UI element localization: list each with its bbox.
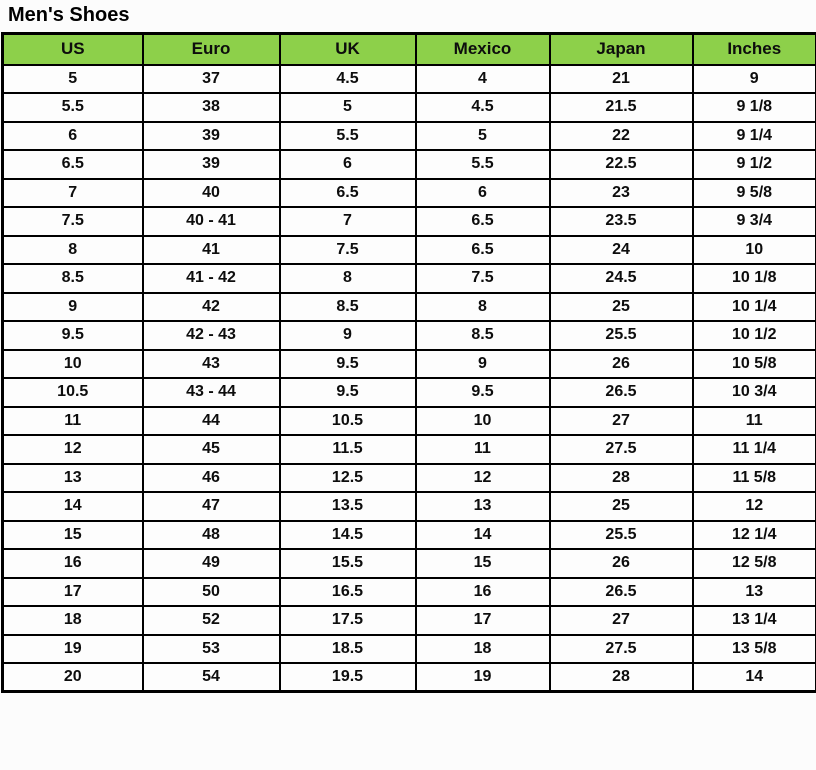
- table-row: [3, 65, 816, 94]
- size-cell: 7.5: [280, 236, 416, 265]
- size-cell: 9 5/8: [693, 179, 816, 208]
- table-row: [3, 378, 816, 407]
- size-cell: 15: [3, 521, 143, 550]
- size-cell: 8.5: [280, 293, 416, 322]
- size-cell: 26: [550, 549, 693, 578]
- size-cell: 13: [3, 464, 143, 493]
- size-cell: 40 - 41: [143, 207, 280, 236]
- size-cell: 24: [550, 236, 693, 265]
- size-cell: 39: [143, 150, 280, 179]
- size-cell: 18.5: [280, 635, 416, 664]
- size-cell: 26.5: [550, 378, 693, 407]
- size-cell: 16: [416, 578, 550, 607]
- size-cell: 52: [143, 606, 280, 635]
- size-cell: 42 - 43: [143, 321, 280, 350]
- size-cell: 9.5: [280, 350, 416, 379]
- size-cell: 24.5: [550, 264, 693, 293]
- size-cell: 9.5: [416, 378, 550, 407]
- size-cell: 41 - 42: [143, 264, 280, 293]
- size-cell: 14: [693, 663, 816, 692]
- size-cell: 21.5: [550, 93, 693, 122]
- size-cell: 16: [3, 549, 143, 578]
- size-cell: 11: [3, 407, 143, 436]
- size-cell: 25: [550, 293, 693, 322]
- size-cell: 7: [280, 207, 416, 236]
- size-cell: 14.5: [280, 521, 416, 550]
- size-cell: 50: [143, 578, 280, 607]
- size-cell: 12: [416, 464, 550, 493]
- size-cell: 16.5: [280, 578, 416, 607]
- size-cell: 13.5: [280, 492, 416, 521]
- size-cell: 5.5: [280, 122, 416, 151]
- size-cell: 9: [280, 321, 416, 350]
- table-row: [3, 521, 816, 550]
- table-row: [3, 464, 816, 493]
- size-cell: 28: [550, 464, 693, 493]
- table-row: [3, 549, 816, 578]
- size-cell: 6.5: [416, 207, 550, 236]
- size-cell: 13 1/4: [693, 606, 816, 635]
- size-cell: 43: [143, 350, 280, 379]
- size-cell: 10 1/4: [693, 293, 816, 322]
- size-cell: 17: [3, 578, 143, 607]
- size-cell: 7.5: [416, 264, 550, 293]
- size-cell: 9 3/4: [693, 207, 816, 236]
- size-cell: 42: [143, 293, 280, 322]
- size-cell: 25.5: [550, 321, 693, 350]
- size-cell: 12 1/4: [693, 521, 816, 550]
- size-cell: 49: [143, 549, 280, 578]
- size-cell: 12: [693, 492, 816, 521]
- size-cell: 54: [143, 663, 280, 692]
- column-header-uk: UK: [280, 34, 416, 65]
- size-cell: 11 5/8: [693, 464, 816, 493]
- size-cell: 8: [280, 264, 416, 293]
- column-header-japan: Japan: [550, 34, 693, 65]
- size-cell: 46: [143, 464, 280, 493]
- table-row: [3, 207, 816, 236]
- size-cell: 18: [3, 606, 143, 635]
- size-cell: 37: [143, 65, 280, 94]
- table-row: [3, 293, 816, 322]
- size-cell: 19.5: [280, 663, 416, 692]
- size-cell: 25: [550, 492, 693, 521]
- size-cell: 38: [143, 93, 280, 122]
- size-cell: 10 3/4: [693, 378, 816, 407]
- size-cell: 6.5: [280, 179, 416, 208]
- size-cell: 10: [3, 350, 143, 379]
- size-cell: 13: [693, 578, 816, 607]
- size-cell: 9: [693, 65, 816, 94]
- table-row: [3, 606, 816, 635]
- table-row: [3, 236, 816, 265]
- size-cell: 17: [416, 606, 550, 635]
- size-cell: 8.5: [416, 321, 550, 350]
- size-cell: 4.5: [416, 93, 550, 122]
- size-cell: 18: [416, 635, 550, 664]
- size-cell: 7.5: [3, 207, 143, 236]
- table-row: [3, 435, 816, 464]
- table-row: [3, 321, 816, 350]
- size-cell: 45: [143, 435, 280, 464]
- size-cell: 23.5: [550, 207, 693, 236]
- size-cell: 9.5: [280, 378, 416, 407]
- size-cell: 6: [280, 150, 416, 179]
- size-cell: 19: [416, 663, 550, 692]
- size-cell: 14: [416, 521, 550, 550]
- size-cell: 11 1/4: [693, 435, 816, 464]
- column-header-inches: Inches: [693, 34, 816, 65]
- size-cell: 5.5: [416, 150, 550, 179]
- header-row: [3, 34, 816, 65]
- size-cell: 27: [550, 407, 693, 436]
- size-cell: 25.5: [550, 521, 693, 550]
- table-body: [3, 65, 816, 692]
- table-row: [3, 150, 816, 179]
- size-cell: 20: [3, 663, 143, 692]
- size-cell: 44: [143, 407, 280, 436]
- table-row: [3, 179, 816, 208]
- size-cell: 4.5: [280, 65, 416, 94]
- size-cell: 11: [416, 435, 550, 464]
- column-header-us: US: [3, 34, 143, 65]
- size-cell: 40: [143, 179, 280, 208]
- size-cell: 27: [550, 606, 693, 635]
- size-cell: 8: [3, 236, 143, 265]
- size-cell: 5.5: [3, 93, 143, 122]
- page-title: Men's Shoes: [8, 4, 130, 26]
- size-cell: 12 5/8: [693, 549, 816, 578]
- size-cell: 6.5: [416, 236, 550, 265]
- size-cell: 8.5: [3, 264, 143, 293]
- size-cell: 9.5: [3, 321, 143, 350]
- size-cell: 53: [143, 635, 280, 664]
- size-cell: 12: [3, 435, 143, 464]
- column-header-mexico: Mexico: [416, 34, 550, 65]
- size-cell: 17.5: [280, 606, 416, 635]
- size-cell: 43 - 44: [143, 378, 280, 407]
- size-cell: 27.5: [550, 635, 693, 664]
- size-cell: 10: [693, 236, 816, 265]
- size-cell: 10 5/8: [693, 350, 816, 379]
- size-cell: 6: [416, 179, 550, 208]
- size-cell: 21: [550, 65, 693, 94]
- size-cell: 10.5: [280, 407, 416, 436]
- size-cell: 26: [550, 350, 693, 379]
- size-cell: 13 5/8: [693, 635, 816, 664]
- size-cell: 9: [3, 293, 143, 322]
- shoe-size-conversion-table: [1, 32, 816, 693]
- size-cell: 10 1/8: [693, 264, 816, 293]
- size-cell: 15.5: [280, 549, 416, 578]
- size-cell: 22: [550, 122, 693, 151]
- size-cell: 15: [416, 549, 550, 578]
- size-cell: 28: [550, 663, 693, 692]
- table-row: [3, 264, 816, 293]
- size-cell: 9: [416, 350, 550, 379]
- size-cell: 10 1/2: [693, 321, 816, 350]
- size-cell: 6: [3, 122, 143, 151]
- size-cell: 13: [416, 492, 550, 521]
- size-cell: 9 1/4: [693, 122, 816, 151]
- size-cell: 6.5: [3, 150, 143, 179]
- table-row: [3, 93, 816, 122]
- size-cell: 27.5: [550, 435, 693, 464]
- size-cell: 22.5: [550, 150, 693, 179]
- size-cell: 9 1/2: [693, 150, 816, 179]
- size-cell: 11.5: [280, 435, 416, 464]
- size-cell: 48: [143, 521, 280, 550]
- table-row: [3, 122, 816, 151]
- size-cell: 8: [416, 293, 550, 322]
- size-cell: 9 1/8: [693, 93, 816, 122]
- table-row: [3, 663, 816, 692]
- size-cell: 5: [3, 65, 143, 94]
- size-cell: 23: [550, 179, 693, 208]
- size-cell: 12.5: [280, 464, 416, 493]
- size-cell: 19: [3, 635, 143, 664]
- size-cell: 39: [143, 122, 280, 151]
- size-cell: 14: [3, 492, 143, 521]
- table-row: [3, 578, 816, 607]
- size-cell: 5: [416, 122, 550, 151]
- table-row: [3, 492, 816, 521]
- size-cell: 7: [3, 179, 143, 208]
- table-row: [3, 407, 816, 436]
- size-cell: 10.5: [3, 378, 143, 407]
- table-row: [3, 635, 816, 664]
- table-row: [3, 350, 816, 379]
- size-cell: 10: [416, 407, 550, 436]
- size-cell: 5: [280, 93, 416, 122]
- column-header-euro: Euro: [143, 34, 280, 65]
- size-cell: 11: [693, 407, 816, 436]
- size-cell: 47: [143, 492, 280, 521]
- size-cell: 26.5: [550, 578, 693, 607]
- size-cell: 4: [416, 65, 550, 94]
- size-cell: 41: [143, 236, 280, 265]
